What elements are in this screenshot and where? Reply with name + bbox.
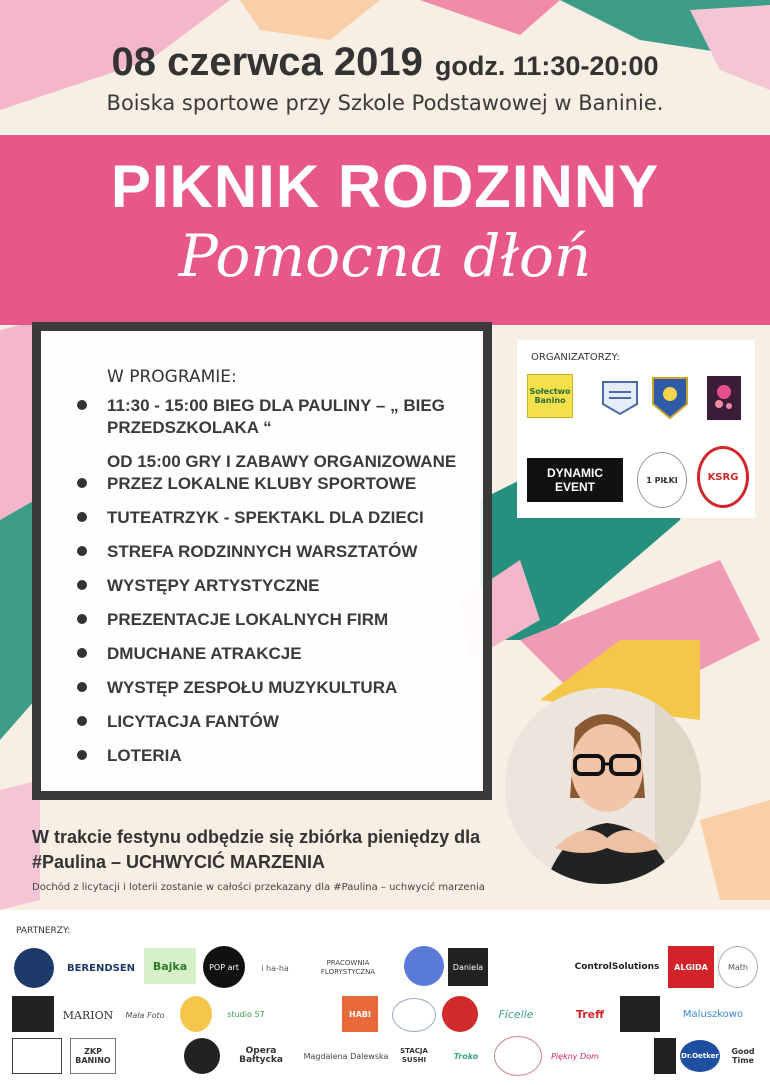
- bullet-icon: [77, 546, 87, 556]
- partner-logo: Piękny Dom: [551, 1051, 599, 1061]
- bullet-icon: [77, 716, 87, 726]
- gmina-crest-logo: [649, 374, 691, 422]
- partner-logo: Mała Foto: [125, 1010, 165, 1020]
- partner-logo: [120, 1038, 180, 1074]
- partner-logo: MARION: [62, 1008, 114, 1022]
- bullet-icon: [77, 682, 87, 692]
- partner-logo: Bajka: [144, 948, 196, 984]
- organizers-label: ORGANIZATORZY:: [531, 352, 620, 363]
- program-item: LOTERIA: [77, 745, 487, 767]
- event-date: 08 czerwca 2019: [111, 40, 423, 84]
- event-date-line: [0, 40, 770, 85]
- partner-logo: Treff: [575, 1007, 605, 1021]
- partner-logo: [12, 1038, 62, 1074]
- club-logo: [707, 376, 741, 420]
- event-header: [0, 40, 770, 115]
- program-item: WYSTĘPY ARTYSTYCZNE: [77, 575, 487, 597]
- bullet-icon: [77, 478, 87, 488]
- partner-logo: Daniela: [448, 948, 488, 986]
- partner-logo: [494, 950, 570, 984]
- bullet-icon: [77, 400, 87, 410]
- partners-area: [0, 910, 770, 1085]
- partner-logo: STACJA SUSHI: [400, 1047, 428, 1064]
- event-title: PIKNIK RODZINNY: [110, 153, 660, 220]
- partner-logo: POP art: [203, 946, 245, 988]
- pilki-logo: 1 PIŁKI: [637, 452, 687, 508]
- partners-label: PARTNERZY:: [16, 926, 71, 936]
- partner-logo: HABI: [342, 996, 378, 1032]
- partner-logo: [442, 996, 478, 1032]
- partner-logo: Maluszkowo: [682, 1008, 744, 1020]
- partner-logo: ControlSolutions: [574, 961, 660, 972]
- program-item: DMUCHANE ATRAKCJE: [77, 643, 487, 665]
- event-hours: godz. 11:30-20:00: [434, 51, 659, 81]
- partner-logo: [184, 1038, 220, 1074]
- bullet-icon: [77, 648, 87, 658]
- program-header: W PROGRAMIE:: [107, 367, 237, 387]
- partner-logo: i ha-ha: [261, 963, 289, 973]
- partner-logo: studio 57: [227, 1009, 265, 1019]
- fundraiser-text: W trakcie festynu odbędzie się zbiórka pieniędzy dla #Paulina – UCHWYCIĆ MARZENIA: [32, 827, 481, 872]
- program-item: LICYTACJA FANTÓW: [77, 711, 487, 733]
- solectwo-logo: Sołectwo Banino: [527, 374, 573, 418]
- partner-logo: Magdalena Dalewska: [303, 1051, 389, 1061]
- partner-logo: Good Time: [731, 1047, 755, 1065]
- partner-logo: [654, 1038, 676, 1074]
- partner-logo: [620, 996, 660, 1032]
- partner-logo: [14, 948, 54, 988]
- bullet-icon: [77, 512, 87, 522]
- partner-logo: Troko: [453, 1051, 479, 1061]
- partner-logo: [12, 996, 54, 1032]
- partner-logo: Math: [718, 946, 758, 988]
- partner-logo: [180, 996, 212, 1032]
- program-list: [77, 395, 487, 779]
- program-item: PREZENTACJE LOKALNYCH FIRM: [77, 609, 487, 631]
- event-subtitle: Pomocna dłoń: [178, 222, 592, 290]
- program-item: 11:30 - 15:00 BIEG DLA PAULINY – „ BIEG PRZEDSZKOLAKA “: [77, 395, 487, 439]
- bullet-icon: [77, 614, 87, 624]
- event-venue: Boiska sportowe przy Szkole Podstawowej w Baninie.: [106, 91, 664, 115]
- program-box: [32, 322, 492, 800]
- ksrg-logo: KSRG: [697, 446, 749, 508]
- partner-logo: ZKP BANINO: [70, 1038, 116, 1074]
- partner-logo: Dr.Oetker: [680, 1040, 720, 1072]
- portrait-photo: [505, 688, 701, 884]
- partner-logo: ALGIDA: [668, 946, 714, 988]
- school-crest-logo: [597, 378, 643, 418]
- partner-logo: Ficelle: [498, 1007, 534, 1021]
- partner-logo: Opera Bałtycka: [239, 1046, 283, 1065]
- program-item: TUTEATRZYK - SPEKTAKL DLA DZIECI: [77, 507, 487, 529]
- partner-logo: [494, 1036, 542, 1076]
- partner-logo: [604, 1038, 650, 1074]
- fundraiser-note: Dochód z licytacji i loterii zostanie w całości przekazany dla #Paulina – uchwycić marzenia: [32, 882, 485, 893]
- bullet-icon: [77, 580, 87, 590]
- program-item: STREFA RODZINNYCH WARSZTATÓW: [77, 541, 487, 563]
- program-item: OD 15:00 GRY I ZABAWY ORGANIZOWANE PRZEZ LOKALNE KLUBY SPORTOWE: [77, 451, 487, 495]
- organizers-panel: [517, 340, 755, 518]
- dynamic-event-logo: DYNAMIC EVENT: [527, 458, 623, 502]
- bullet-icon: [77, 750, 87, 760]
- partner-logo: [286, 998, 334, 1030]
- partner-logo: PRACOWNIA FLORYSTYCZNA: [320, 959, 376, 976]
- partner-logo: [392, 998, 436, 1032]
- partner-logo: BERENDSEN: [66, 962, 136, 974]
- partner-logo: [404, 946, 444, 986]
- program-item: WYSTĘP ZESPOŁU MUZYKULTURA: [77, 677, 487, 699]
